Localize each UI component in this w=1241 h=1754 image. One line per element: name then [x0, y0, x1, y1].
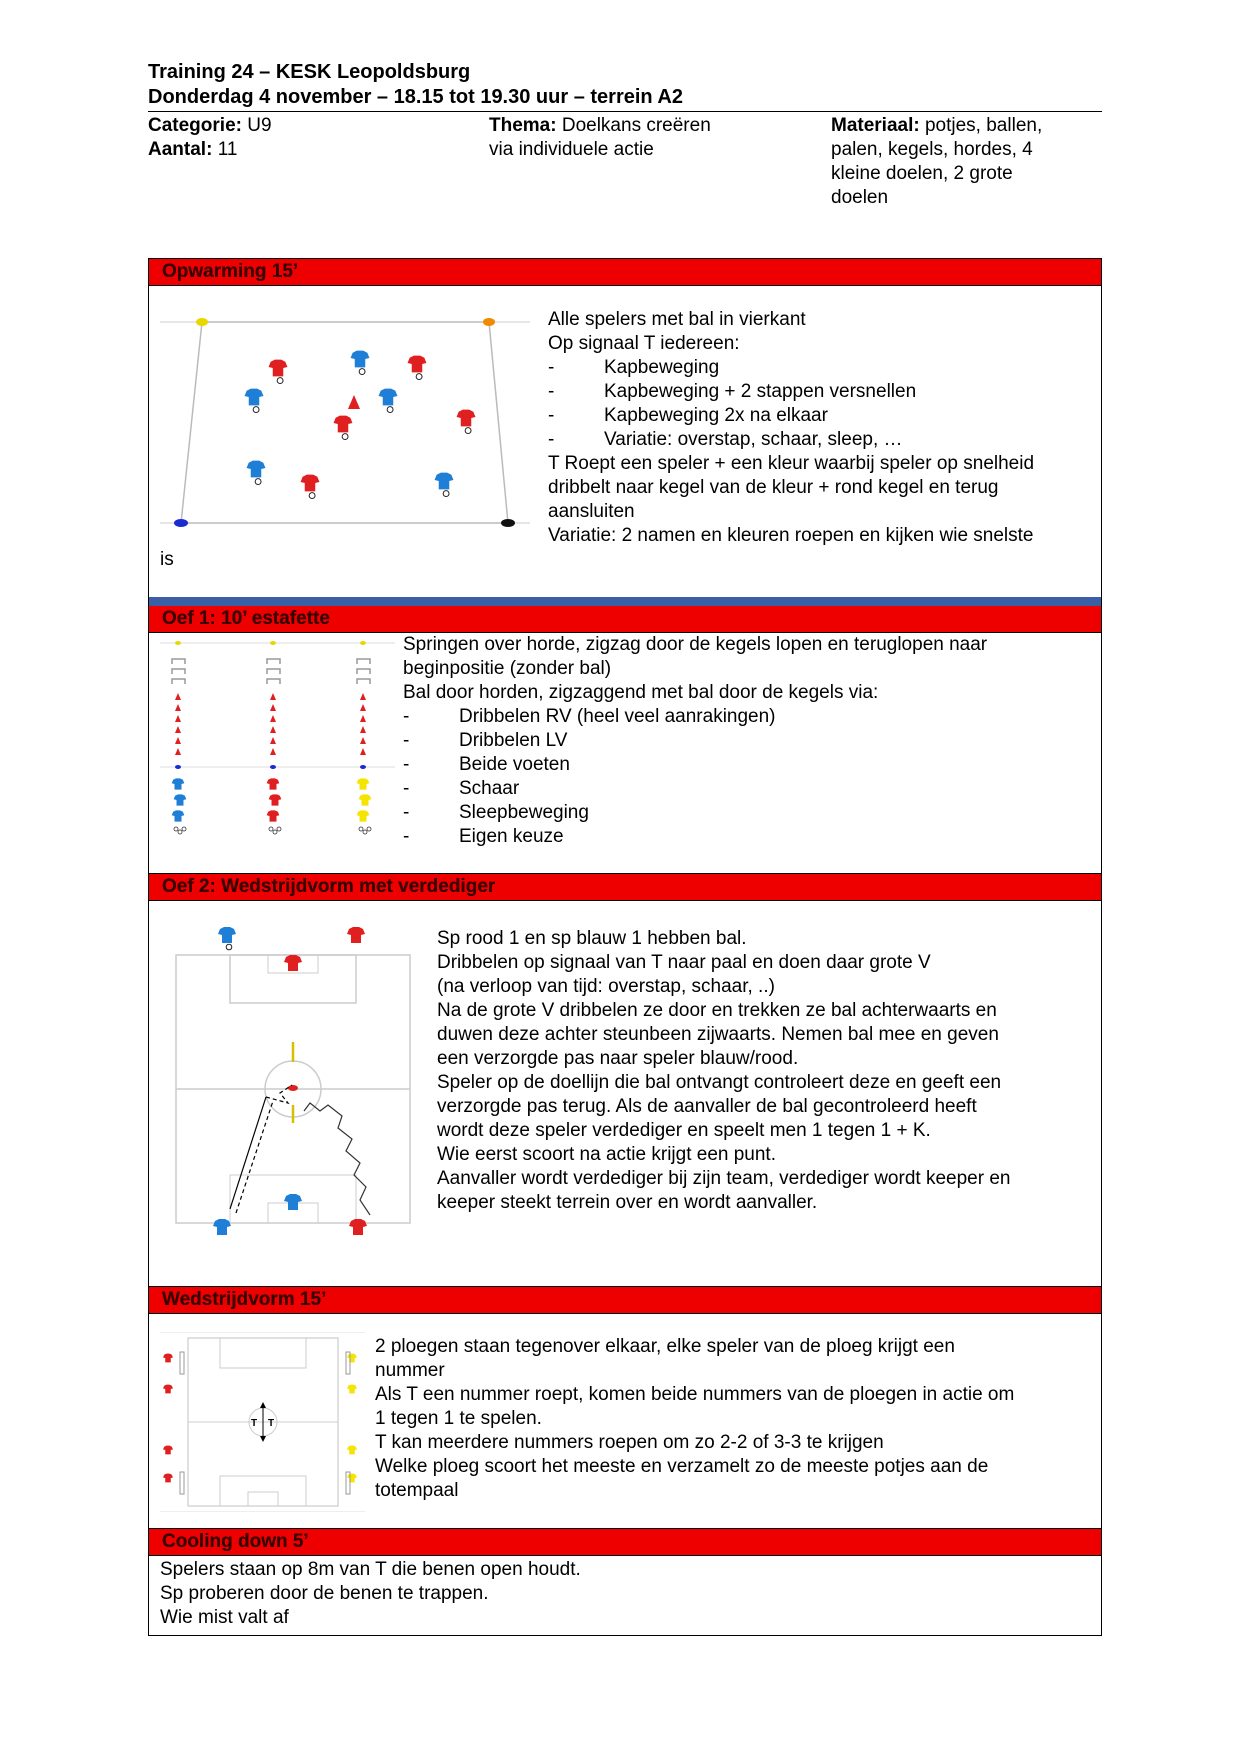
cone-icon — [270, 748, 276, 755]
oef1-bullet: - Schaar — [403, 778, 520, 799]
ball-icon — [367, 827, 371, 831]
oef2-line: Aanvaller wordt verdediger bij zijn team, verdediger wordt keeper en — [437, 1168, 1011, 1189]
warmup-bullet: - Kapbeweging — [548, 357, 720, 378]
materiaal-value-1: potjes, ballen, — [924, 115, 1043, 136]
player-shirt-icon — [284, 955, 302, 971]
oef1-text — [403, 633, 987, 849]
oef2-line: Na de grote V dribbelen ze door en trekken ze bal achterwaarts en — [437, 1000, 997, 1021]
wedstrijd-line: totempaal — [375, 1480, 459, 1501]
wedstrijd-line: 1 tegen 1 te spelen. — [375, 1408, 542, 1429]
player-shirt-icon — [435, 473, 454, 490]
ball-icon — [226, 944, 232, 950]
cone-yellow — [196, 318, 208, 326]
warmup-line: Alle spelers met bal in vierkant — [548, 309, 806, 330]
player-shirt-icon — [174, 794, 187, 805]
oef2-line: (na verloop van tijd: overstap, schaar, ..) — [437, 976, 775, 997]
cone-icon — [360, 715, 366, 722]
player-shirt-icon — [351, 351, 370, 368]
wedstrijd-line: 2 ploegen staan tegenover elkaar, elke speler van de ploeg krijgt een — [375, 1336, 955, 1357]
small-goal-icon — [180, 1352, 184, 1374]
cone-icon — [360, 748, 366, 755]
materiaal-block — [831, 114, 1042, 210]
player-shirt-icon — [247, 461, 266, 478]
cone-icon — [360, 641, 366, 645]
section-header-oef2: Oef 2: Wedstrijdvorm met verdediger — [149, 874, 1101, 900]
hurdle-icon — [172, 679, 185, 684]
cone-icon — [360, 704, 366, 711]
wedstrijd-line: Welke ploeg scoort het meeste en verzamelt zo de meeste potjes aan de — [375, 1456, 989, 1477]
oef2-line: wordt deze speler verdediger en speelt men 1 tegen 1 + K. — [437, 1120, 931, 1141]
categorie-value: U9 — [247, 115, 272, 136]
divider — [149, 1313, 1101, 1314]
hurdle-icon — [172, 659, 185, 664]
cooldown-line: Wie mist valt af — [160, 1607, 289, 1628]
cone-black — [501, 519, 515, 527]
player-shirt-icon — [172, 810, 185, 821]
divider — [149, 1555, 1101, 1556]
ball-icon — [277, 378, 283, 384]
oef1-line: beginpositie (zonder bal) — [403, 658, 612, 679]
cooldown-text — [160, 1558, 581, 1630]
categorie-block — [148, 114, 272, 162]
ball-icon — [178, 830, 182, 834]
oef2-line: Wie eerst scoort na actie krijgt een punt. — [437, 1144, 776, 1165]
cone-icon — [270, 715, 276, 722]
cone-icon — [270, 641, 276, 645]
small-goal-icon — [180, 1472, 184, 1494]
cone-icon — [175, 737, 181, 744]
oef2-line: duwen deze achter steunbeen zijwaarts. Nemen bal mee en geven — [437, 1024, 999, 1045]
section-header-wedstrijd: Wedstrijdvorm 15’ — [149, 1287, 1101, 1313]
player-shirt-icon — [163, 1354, 173, 1363]
thema-value-2: via individuele actie — [489, 139, 654, 160]
cooldown-line: Spelers staan op 8m van T die benen open houdt. — [160, 1559, 581, 1580]
oef1-line: Bal door horden, zigzaggend met bal door de kegels via: — [403, 682, 879, 703]
materiaal-label: Materiaal: — [831, 115, 920, 136]
oef1-bullet: - Sleepbeweging — [403, 802, 589, 823]
wedstrijd-text — [375, 1335, 1014, 1503]
player-shirt-icon — [267, 778, 280, 789]
ball-icon — [387, 407, 393, 413]
hurdle-icon — [267, 659, 280, 664]
oef1-bullet: - Dribbelen LV — [403, 730, 568, 751]
player-shirt-icon — [269, 360, 288, 377]
cone-icon — [175, 765, 181, 769]
oef1-line: Springen over horde, zigzag door de kegels lopen en teruglopen naar — [403, 634, 988, 655]
oef2-text — [437, 927, 1010, 1215]
warmup-bullet: - Kapbeweging + 2 stappen versnellen — [548, 381, 917, 402]
player-shirt-icon — [357, 810, 370, 821]
warmup-line: aansluiten — [548, 501, 635, 522]
player-shirt-icon — [349, 1219, 367, 1235]
oef2-line: verzorgde pas terug. Als de aanvaller de bal gecontroleerd heeft — [437, 1096, 977, 1117]
ball-icon — [309, 493, 315, 499]
hurdle-icon — [267, 669, 280, 674]
cone-icon — [175, 693, 181, 700]
thema-label: Thema: — [489, 115, 557, 136]
warmup-diagram — [160, 305, 530, 535]
oef2-line: Dribbelen op signaal van T naar paal en doen daar grote V — [437, 952, 931, 973]
ball-icon — [359, 827, 363, 831]
trainer-label: T — [268, 1418, 275, 1429]
player-shirt-icon — [347, 1446, 357, 1455]
thema-value-1: Doelkans creëren — [561, 115, 711, 136]
warmup-line-wrap: is — [160, 549, 174, 570]
player-shirt-icon — [359, 794, 372, 805]
ball-icon — [174, 827, 178, 831]
hurdle-icon — [357, 659, 370, 664]
player-shirt-icon — [457, 410, 476, 427]
trainer-label: T — [251, 1418, 258, 1429]
hurdle-icon — [267, 679, 280, 684]
ball-icon — [269, 827, 273, 831]
ball-icon — [253, 407, 259, 413]
player-shirt-icon — [347, 927, 365, 943]
oef1-bullet: - Eigen keuze — [403, 826, 564, 847]
warmup-line: Op signaal T iedereen: — [548, 333, 740, 354]
cone-icon — [270, 704, 276, 711]
ball-icon — [182, 827, 186, 831]
warmup-line: Variatie: 2 namen en kleuren roepen en kijken wie snelste — [548, 525, 1034, 546]
section-header-warmup: Opwarming 15’ — [149, 259, 1101, 285]
player-shirt-icon — [379, 389, 398, 406]
player-shirt-icon — [347, 1474, 357, 1483]
warmup-bullet: - Variatie: overstap, schaar, sleep, … — [548, 429, 903, 450]
player-shirt-icon — [163, 1474, 173, 1483]
player-shirt-icon — [269, 794, 282, 805]
cone-icon — [270, 737, 276, 744]
center-cone — [348, 395, 360, 409]
hurdle-icon — [357, 669, 370, 674]
player-shirt-icon — [334, 416, 353, 433]
ball-icon — [465, 428, 471, 434]
warmup-line: dribbelt naar kegel van de kleur + rond kegel en terug — [548, 477, 999, 498]
wedstrijd-diagram — [160, 1332, 365, 1512]
aantal-label: Aantal: — [148, 139, 213, 160]
cone-icon — [270, 693, 276, 700]
cone-orange — [483, 318, 495, 326]
player-shirt-icon — [267, 810, 280, 821]
cone-icon — [175, 726, 181, 733]
oef1-bullet: - Beide voeten — [403, 754, 570, 775]
ball-icon — [342, 434, 348, 440]
player-shirt-icon — [347, 1354, 357, 1363]
section-header-cooldown: Cooling down 5’ — [149, 1529, 1101, 1555]
categorie-label: Categorie: — [148, 115, 242, 136]
warmup-text — [548, 308, 1034, 548]
section-band — [149, 597, 1101, 606]
wedstrijd-line: T kan meerdere nummers roepen om zo 2-2 of 3-3 te krijgen — [375, 1432, 884, 1453]
player-shirt-icon — [408, 356, 427, 373]
training-date: Donderdag 4 november – 18.15 tot 19.30 uur – terrein A2 — [148, 86, 683, 108]
player-shirt-icon — [218, 927, 236, 943]
cone-icon — [175, 715, 181, 722]
wedstrijd-line: Als T een nummer roept, komen beide nummers van de ploegen in actie om — [375, 1384, 1015, 1405]
warmup-line: T Roept een speler + een kleur waarbij speler op snelheid — [548, 453, 1035, 474]
cone-icon — [175, 704, 181, 711]
player-shirt-icon — [163, 1446, 173, 1455]
cone-icon — [360, 737, 366, 744]
cone-icon — [360, 765, 366, 769]
ball-icon — [277, 827, 281, 831]
player-shirt-icon — [172, 778, 185, 789]
header-rule — [148, 111, 1102, 112]
player-shirt-icon — [284, 1194, 302, 1210]
oef1-bullet: - Dribbelen RV (heel veel aanrakingen) — [403, 706, 776, 727]
aantal-value: 11 — [217, 139, 238, 160]
cone-icon — [270, 765, 276, 769]
ball-icon — [255, 479, 261, 485]
cone-icon — [270, 726, 276, 733]
training-title: Training 24 – KESK Leopoldsburg — [148, 61, 471, 83]
player-shirt-icon — [245, 389, 264, 406]
cone-blue — [174, 519, 188, 527]
materiaal-value-4: doelen — [831, 187, 889, 208]
player-shirt-icon — [213, 1219, 231, 1235]
oef2-line: Sp rood 1 en sp blauw 1 hebben bal. — [437, 928, 747, 949]
materiaal-value-3: kleine doelen, 2 grote — [831, 163, 1013, 184]
divider — [149, 900, 1101, 901]
ball-icon — [416, 374, 422, 380]
player-shirt-icon — [357, 778, 370, 789]
divider — [149, 285, 1101, 286]
ball-icon — [363, 830, 367, 834]
wedstrijd-line: nummer — [375, 1360, 445, 1381]
cone-icon — [175, 641, 181, 645]
ball-icon — [273, 830, 277, 834]
hurdle-icon — [172, 669, 185, 674]
materiaal-value-2: palen, kegels, hordes, 4 — [831, 139, 1033, 160]
player-shirt-icon — [163, 1385, 173, 1394]
thema-block — [489, 114, 711, 162]
ball-icon — [359, 369, 365, 375]
ball-icon — [443, 491, 449, 497]
warmup-bullet: - Kapbeweging 2x na elkaar — [548, 405, 828, 426]
cone-icon — [360, 726, 366, 733]
cone-icon — [175, 748, 181, 755]
oef2-line: keeper steekt terrein over en wordt aanvaller. — [437, 1192, 818, 1213]
oef1-diagram — [160, 637, 395, 842]
section-header-oef1: Oef 1: 10’ estafette — [149, 606, 1101, 632]
player-shirt-icon — [347, 1385, 357, 1394]
cooldown-line: Sp proberen door de benen te trappen. — [160, 1583, 489, 1604]
cone-icon — [360, 693, 366, 700]
hurdle-icon — [357, 679, 370, 684]
oef2-line: een verzorgde pas naar speler blauw/rood. — [437, 1048, 799, 1069]
oef2-line: Speler op de doellijn die bal ontvangt controleert deze en geeft een — [437, 1072, 1002, 1093]
oef2-diagram — [170, 925, 420, 1250]
player-shirt-icon — [301, 475, 320, 492]
